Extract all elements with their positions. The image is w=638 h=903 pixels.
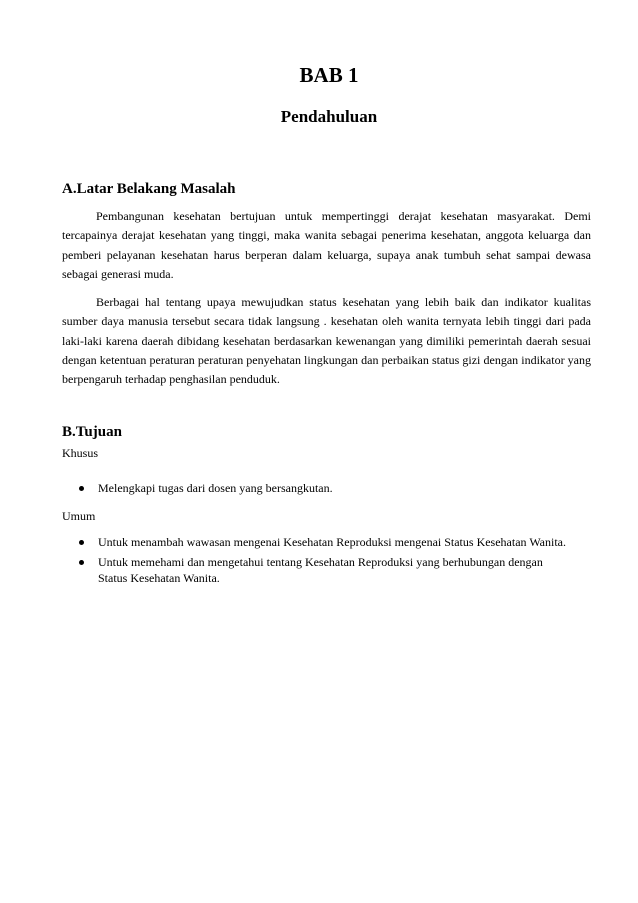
chapter-title: Pendahuluan: [280, 107, 378, 126]
bullet-icon: [79, 560, 84, 565]
khusus-list: [62, 480, 591, 500]
list-item-text: Untuk menambah wawasan mengenai Kesehatan Reproduksi mengenai Status Kesehatan Wanita.: [98, 535, 567, 549]
chapter-number: BAB 1: [299, 63, 359, 87]
list-item-text: Untuk memehami dan mengetahui tentang Kesehatan Reproduksi yang berhubungan dengan Status Kesehatan Wanita.: [98, 554, 543, 585]
paragraph-1: Pembangunan kesehatan bertujuan untuk mempertinggi derajat kesehatan masyarakat. Demi tercapainya derajat kesehatan yang tinggi, maka wanita sebagai penerima kesehatan, anggota keluarga dan pemberi pelayanan kesehatan harus berperan dalam keluarga, supaya anak tumbuh sehat sampai dewasa sebagai generasi muda.: [62, 209, 591, 281]
bullet-icon: [79, 540, 84, 545]
list-item: [62, 480, 568, 497]
umum-label: Umum: [62, 509, 96, 523]
umum-list: [62, 534, 591, 590]
bullet-icon: [79, 486, 84, 491]
section-b-heading: B.Tujuan: [62, 424, 122, 440]
list-item-text: Melengkapi tugas dari dosen yang bersangkutan.: [98, 481, 333, 495]
khusus-label: Khusus: [62, 446, 99, 460]
section-a-heading: A.Latar Belakang Masalah: [62, 181, 236, 197]
list-item: [62, 554, 568, 587]
paragraph-2: Berbagai hal tentang upaya mewujudkan status kesehatan yang lebih baik dan indikator kualitas sumber daya manusia tersebut secara tidak langsung . kesehatan oleh wanita ternyata lebih tinggi dari pada laki-laki karena daerah dibidang kesehatan berdasarkan kewenangan yang dimiliki pemerintah daerah sesuai dengan ketentuan peraturan peraturan penyehatan lingkungan dan perbaikan status gizi dengan indikator yang berpengaruh terhadap penghasilan penduduk.: [62, 295, 591, 387]
list-item: [62, 534, 568, 551]
